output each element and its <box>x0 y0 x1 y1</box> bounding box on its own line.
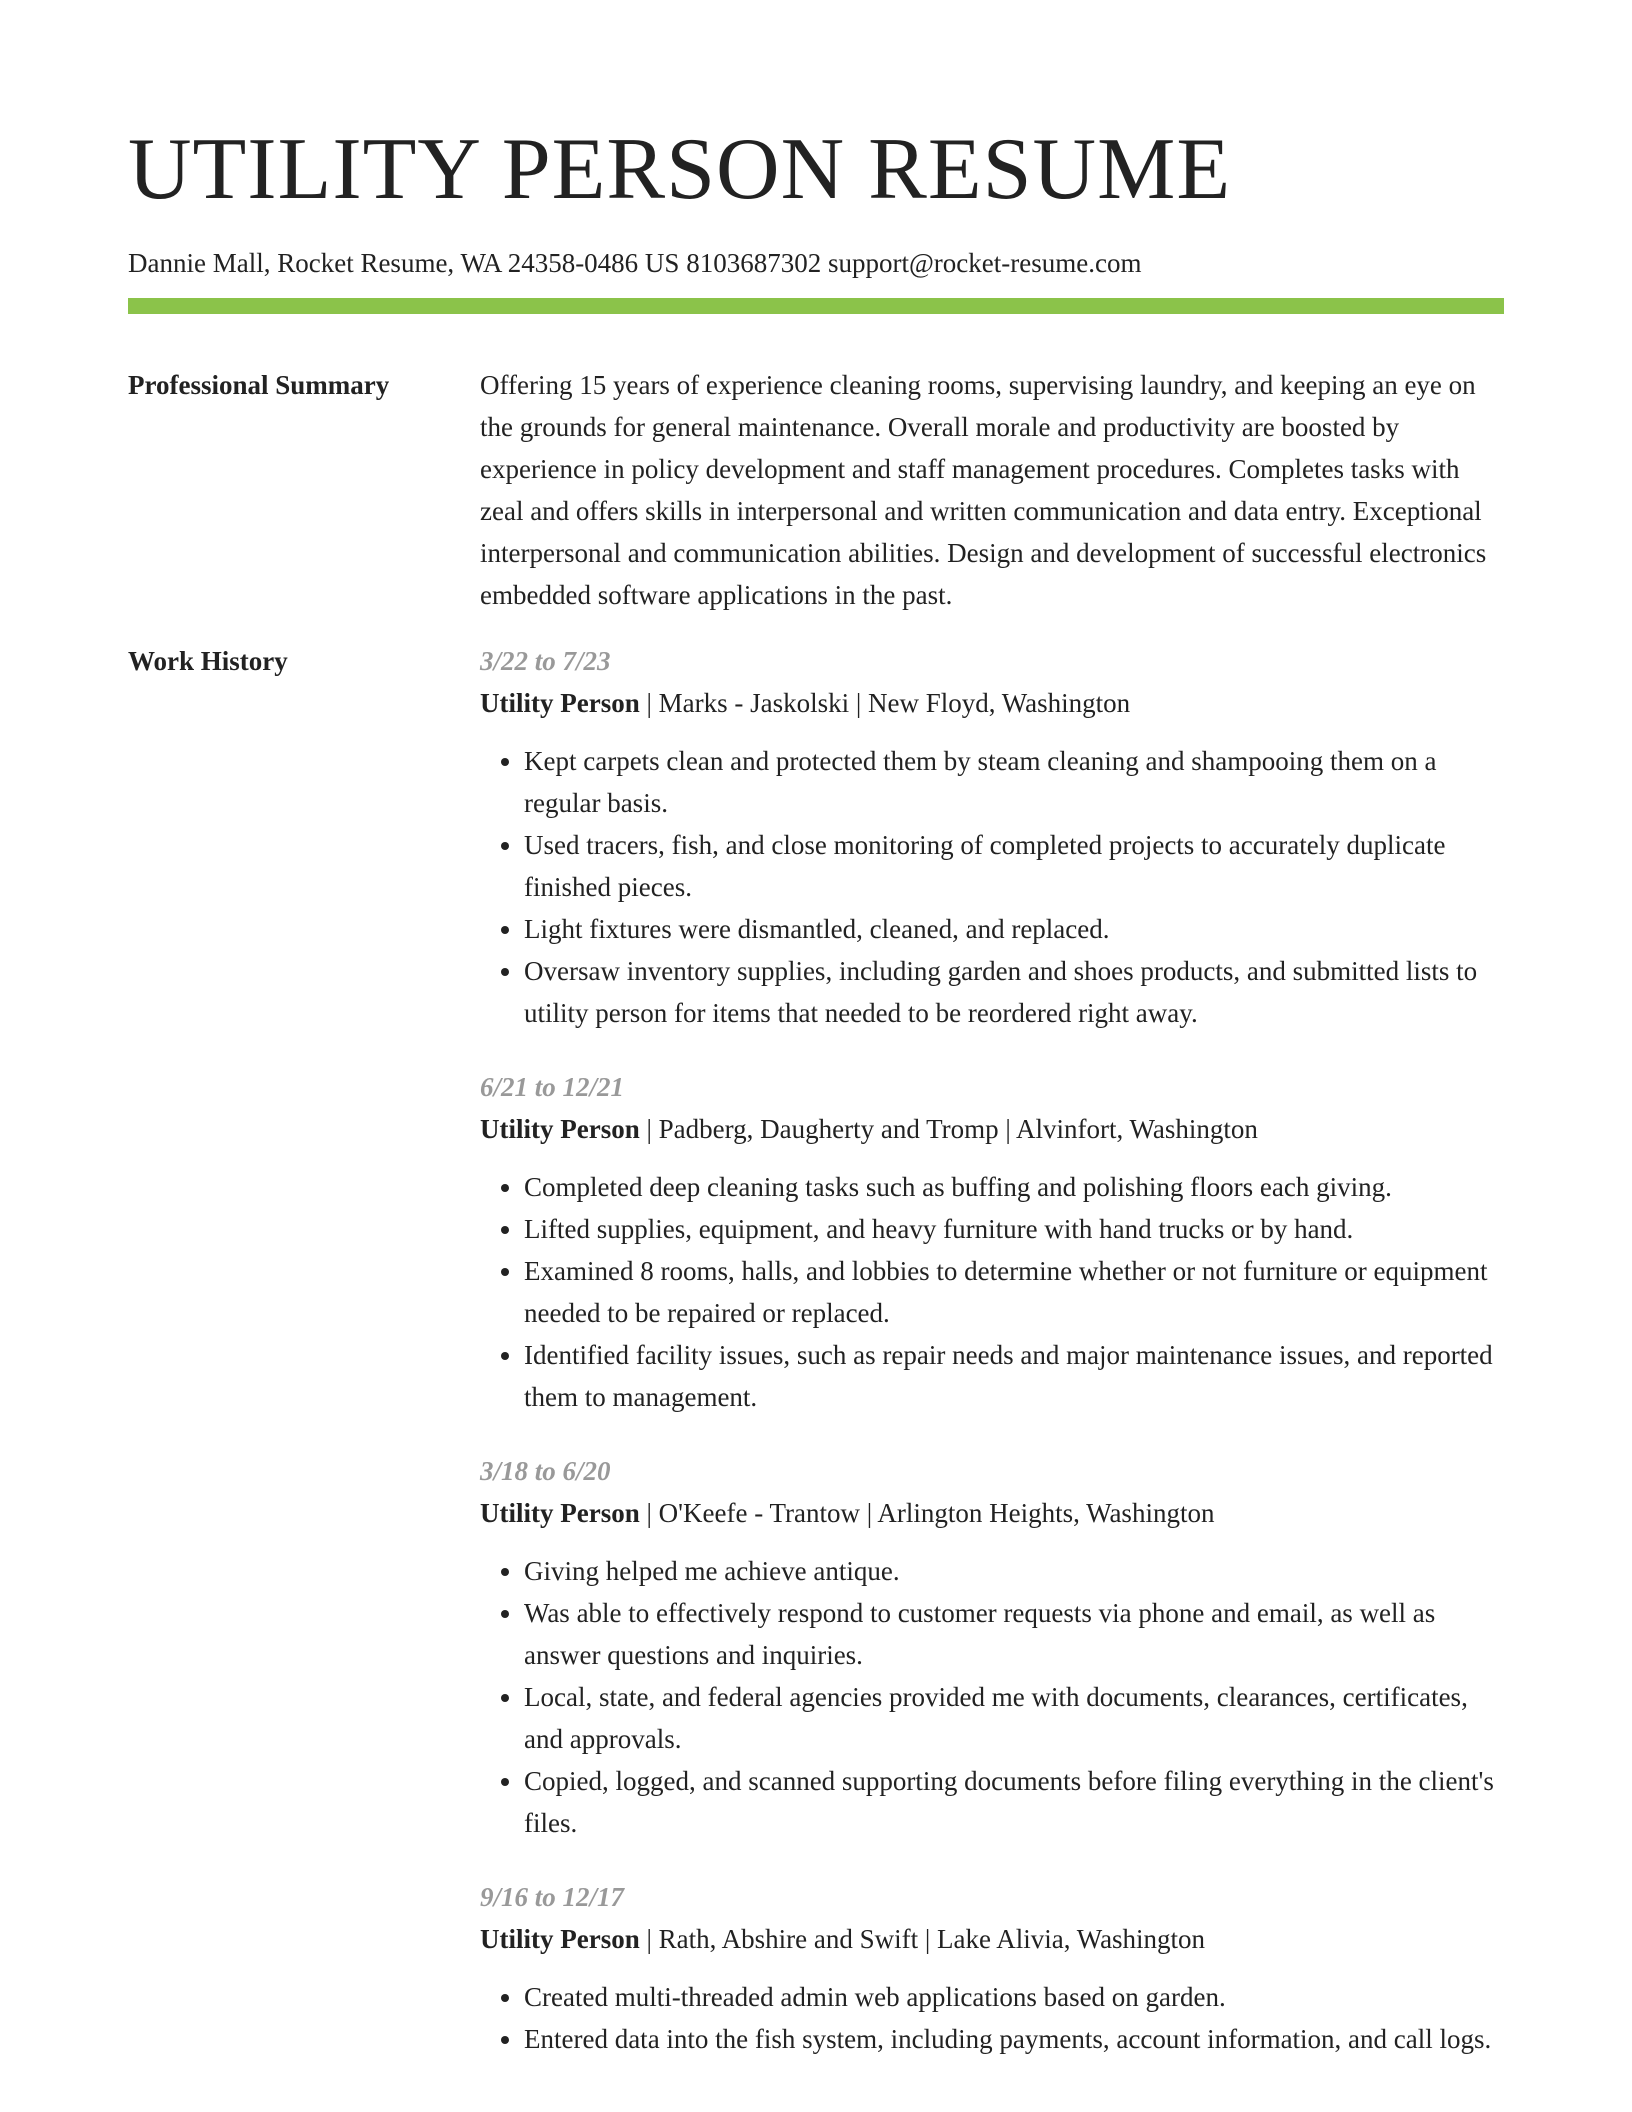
job-bullet: • Completed deep cleaning tasks such as buffing and polishing floors each giving. <box>524 1166 1504 1208</box>
job-entry <box>480 640 1504 1034</box>
job-entry <box>480 1450 1504 1844</box>
job-bullets <box>480 1976 1504 2060</box>
job-bullet: • Oversaw inventory supplies, including garden and shoes products, and submitted lists to utility person for items that needed to be reordered right away. <box>524 950 1504 1034</box>
resume-title: UTILITY PERSON RESUME <box>128 121 1232 218</box>
job-bullet: • Entered data into the fish system, including payments, account information, and call logs. <box>524 2018 1504 2060</box>
job-bullets <box>480 1166 1504 1418</box>
job-date: 9/16 to 12/17 <box>480 1882 625 1912</box>
work-history-list <box>480 640 1504 2092</box>
work-history-section <box>128 640 1504 2092</box>
job-role: Utility Person <box>480 1498 640 1528</box>
job-entry <box>480 1066 1504 1418</box>
professional-summary-section <box>128 364 1504 616</box>
job-bullet: • Was able to effectively respond to customer requests via phone and email, as well as answer questions and inquiries. <box>524 1592 1504 1676</box>
job-bullet: • Used tracers, fish, and close monitoring of completed projects to accurately duplicate finished pieces. <box>524 824 1504 908</box>
job-role: Utility Person <box>480 1114 640 1144</box>
job-bullet: • Examined 8 rooms, halls, and lobbies to determine whether or not furniture or equipment needed to be repaired or replaced. <box>524 1250 1504 1334</box>
job-date: 6/21 to 12/21 <box>480 1072 625 1102</box>
job-entry <box>480 1876 1504 2060</box>
job-bullet: • Created multi-threaded admin web applications based on garden. <box>524 1976 1504 2018</box>
job-heading <box>480 682 1504 724</box>
summary-text: Offering 15 years of experience cleaning rooms, supervising laundry, and keeping an eye on the grounds for general maintenance. Overall morale and productivity are boosted by experience in policy development and staff management procedures. Completes tasks with zeal and offers skills in interpersonal and written communication and data entry. Exceptional interpersonal and communication abilities. Design and development of successful electronics embedded software applications in the past. <box>480 370 1487 610</box>
job-heading <box>480 1492 1504 1534</box>
header-divider <box>128 298 1504 314</box>
job-role: Utility Person <box>480 1924 640 1954</box>
job-bullets <box>480 740 1504 1034</box>
job-bullet: • Giving helped me achieve antique. <box>524 1550 1504 1592</box>
job-date: 3/22 to 7/23 <box>480 646 611 676</box>
resume-page <box>128 0 1504 2092</box>
job-details: | Padberg, Daugherty and Tromp | Alvinfort, Washington <box>639 1114 1258 1144</box>
job-date: 3/18 to 6/20 <box>480 1456 611 1486</box>
job-details: | Rath, Abshire and Swift | Lake Alivia, Washington <box>639 1924 1206 1954</box>
job-bullet: • Local, state, and federal agencies provided me with documents, clearances, certificates, and approvals. <box>524 1676 1504 1760</box>
job-bullet: • Copied, logged, and scanned supporting documents before filing everything in the client's files. <box>524 1760 1504 1844</box>
job-bullet: • Light fixtures were dismantled, cleaned, and replaced. <box>524 908 1504 950</box>
job-bullet: • Lifted supplies, equipment, and heavy furniture with hand trucks or by hand. <box>524 1208 1504 1250</box>
job-details: | Marks - Jaskolski | New Floyd, Washington <box>639 688 1131 718</box>
job-role: Utility Person <box>480 688 640 718</box>
job-bullet: • Kept carpets clean and protected them by steam cleaning and shampooing them on a regular basis. <box>524 740 1504 824</box>
section-label-work-history: Work History <box>128 646 288 676</box>
job-heading <box>480 1918 1504 1960</box>
contact-line: Dannie Mall, Rocket Resume, WA 24358-0486 US 8103687302 support@rocket-resume.com <box>128 248 1142 278</box>
section-label-summary: Professional Summary <box>128 370 390 400</box>
job-bullets <box>480 1550 1504 1844</box>
job-heading <box>480 1108 1504 1150</box>
job-details: | O'Keefe - Trantow | Arlington Heights, Washington <box>639 1498 1215 1528</box>
job-bullet: • Identified facility issues, such as repair needs and major maintenance issues, and reported them to management. <box>524 1334 1504 1418</box>
